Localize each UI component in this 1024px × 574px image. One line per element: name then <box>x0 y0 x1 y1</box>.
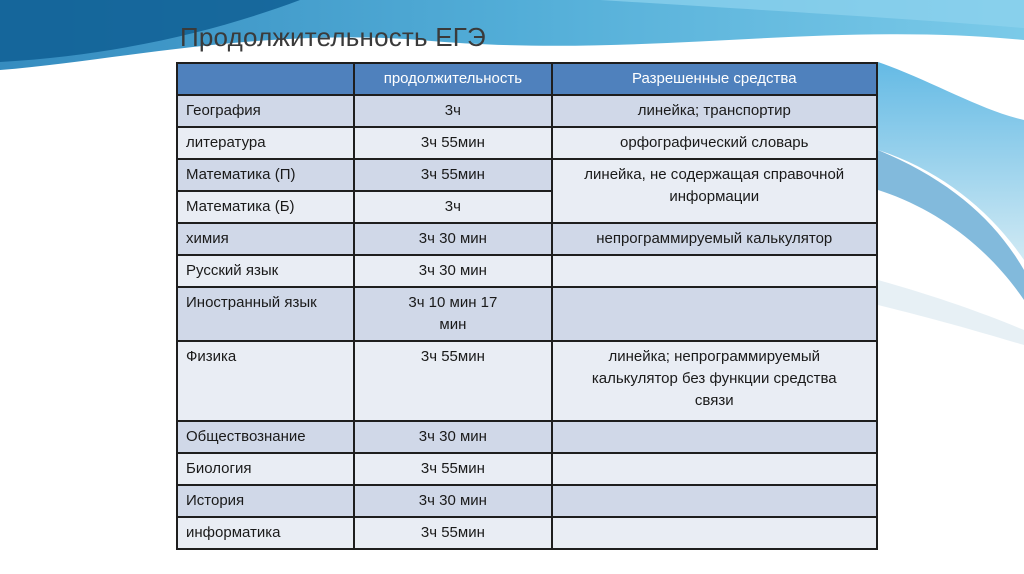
table-row <box>177 517 877 549</box>
cell-duration: 3ч 30 мин <box>354 223 551 255</box>
cell-duration: 3ч 55мин <box>354 453 551 485</box>
cell-allowed <box>552 453 878 485</box>
cell-duration: 3ч <box>354 191 551 223</box>
cell-subject: Математика (Б) <box>177 191 354 223</box>
cell-allowed: орфографический словарь <box>552 127 878 159</box>
cell-subject: Физика <box>177 341 354 421</box>
cell-subject: информатика <box>177 517 354 549</box>
cell-subject: География <box>177 95 354 127</box>
table-header-row <box>177 63 877 95</box>
cell-allowed: непрограммируемый калькулятор <box>552 223 878 255</box>
slide-title: Продолжительность ЕГЭ <box>180 22 486 52</box>
table-row <box>177 159 877 191</box>
cell-allowed <box>552 517 878 549</box>
header-allowed-tools: Разрешенные средства <box>552 63 878 95</box>
cell-subject: Биология <box>177 453 354 485</box>
exam-duration-table <box>176 62 878 550</box>
table-row <box>177 341 877 421</box>
cell-allowed-text: линейка; непрограммируемый калькулятор без функции средства связи <box>591 348 837 409</box>
header-subject <box>177 63 354 95</box>
table-row <box>177 453 877 485</box>
cell-allowed: линейка; транспортир <box>552 95 878 127</box>
cell-duration: 3ч 55мин <box>354 341 551 421</box>
cell-duration-text: 3ч 10 мин 17 мин <box>408 294 498 333</box>
table-row <box>177 421 877 453</box>
table-row <box>177 95 877 127</box>
cell-duration: 3ч 30 мин <box>354 485 551 517</box>
cell-duration: 3ч <box>354 95 551 127</box>
cell-duration <box>354 287 551 341</box>
cell-duration: 3ч 55мин <box>354 159 551 191</box>
cell-allowed <box>552 421 878 453</box>
cell-duration: 3ч 55мин <box>354 127 551 159</box>
cell-duration: 3ч 30 мин <box>354 255 551 287</box>
cell-allowed: линейка, не содержащая справочной информации <box>552 159 878 223</box>
cell-subject: Русский язык <box>177 255 354 287</box>
cell-subject: Математика (П) <box>177 159 354 191</box>
cell-subject: Иностранный язык <box>177 287 354 341</box>
header-duration: продолжительность <box>354 63 551 95</box>
cell-subject: химия <box>177 223 354 255</box>
cell-allowed <box>552 287 878 341</box>
cell-subject: История <box>177 485 354 517</box>
table-row <box>177 223 877 255</box>
cell-allowed <box>552 341 878 421</box>
cell-subject: литература <box>177 127 354 159</box>
table-row <box>177 287 877 341</box>
table-row <box>177 127 877 159</box>
cell-allowed <box>552 255 878 287</box>
table-row <box>177 255 877 287</box>
cell-duration: 3ч 30 мин <box>354 421 551 453</box>
table-row <box>177 485 877 517</box>
cell-duration: 3ч 55мин <box>354 517 551 549</box>
cell-subject: Обществознание <box>177 421 354 453</box>
cell-allowed <box>552 485 878 517</box>
